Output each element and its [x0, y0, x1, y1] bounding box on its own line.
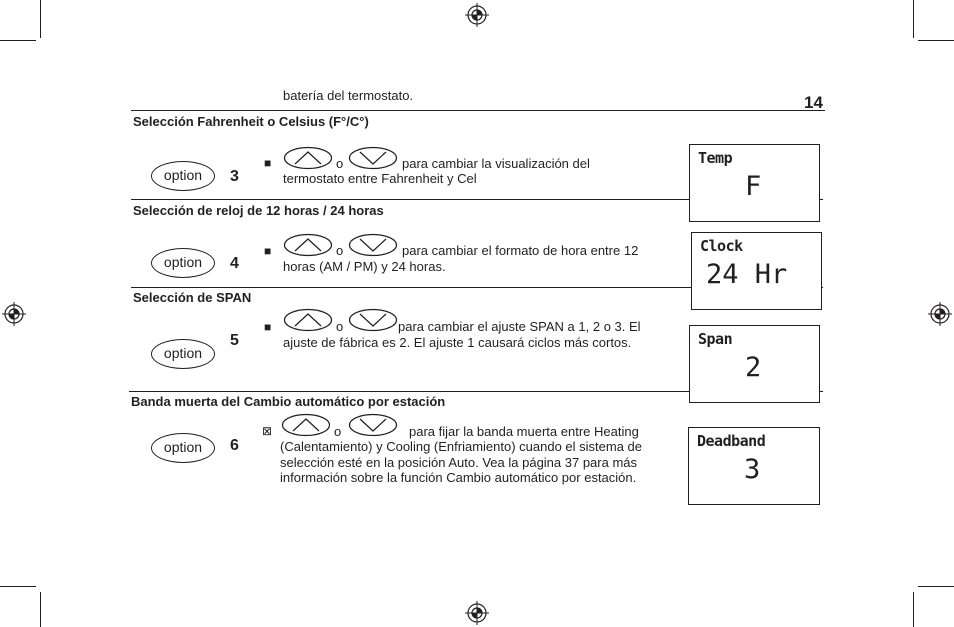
down-arrow-button-icon[interactable]: [348, 308, 398, 332]
crop-mark: [0, 40, 36, 41]
lcd-label: Clock: [700, 237, 743, 255]
lcd-label: Temp: [698, 149, 733, 167]
registration-mark-icon: [465, 3, 489, 27]
up-arrow-button-icon[interactable]: [281, 413, 331, 437]
down-arrow-button-icon[interactable]: [348, 233, 398, 257]
page-number: 14: [804, 93, 823, 112]
step-number: 4: [230, 255, 239, 272]
instruction-text: ajuste de fábrica es 2. El ajuste 1 causará ciclos más cortos.: [283, 335, 632, 350]
section-heading: Selección de reloj de 12 horas / 24 horas: [133, 203, 384, 218]
crop-mark: [40, 0, 41, 38]
down-arrow-button-icon[interactable]: [348, 146, 398, 170]
bullet: ■: [264, 156, 272, 170]
section-heading: Selección de SPAN: [133, 290, 252, 305]
registration-mark-icon: [465, 601, 489, 625]
lcd-value: 3: [744, 454, 761, 485]
or-connector: o: [334, 424, 342, 439]
lcd-display: [688, 427, 820, 505]
instruction-text: para cambiar la visualización del: [402, 156, 590, 171]
option-button[interactable]: option: [151, 433, 215, 463]
down-arrow-button-icon[interactable]: [348, 413, 398, 437]
crop-mark: [918, 586, 954, 587]
step-number: 5: [230, 332, 239, 349]
instruction-text: termostato entre Fahrenheit y Cel: [283, 171, 477, 186]
lcd-value: F: [745, 171, 762, 202]
bullet: ⊠: [262, 424, 273, 438]
crop-mark: [913, 592, 914, 627]
option-button[interactable]: option: [151, 248, 215, 278]
lcd-label: Deadband: [697, 432, 766, 450]
crop-mark: [40, 592, 41, 627]
step-number: 6: [230, 437, 239, 454]
bullet: ■: [264, 320, 272, 334]
section-heading: Banda muerta del Cambio automático por estación: [131, 394, 446, 409]
registration-mark-icon: [2, 302, 26, 326]
crop-mark: [918, 40, 954, 41]
up-arrow-button-icon[interactable]: [283, 233, 333, 257]
instruction-text: para cambiar el ajuste SPAN a 1, 2 o 3. El: [398, 319, 641, 334]
or-connector: o: [336, 243, 344, 258]
or-connector: o: [336, 319, 344, 334]
lcd-value: 2: [745, 352, 762, 383]
instruction-text: para fijar la banda muerta entre Heating: [409, 424, 639, 439]
option-button[interactable]: option: [151, 161, 215, 191]
up-arrow-button-icon[interactable]: [283, 146, 333, 170]
step-number: 3: [230, 168, 239, 185]
lcd-display: [689, 144, 820, 222]
lcd-value: 24 Hr: [706, 259, 788, 290]
crop-mark: [0, 586, 36, 587]
up-arrow-button-icon[interactable]: [283, 308, 333, 332]
option-button[interactable]: option: [151, 339, 215, 369]
section-divider: [131, 110, 825, 111]
instruction-text: para cambiar el formato de hora entre 12: [402, 243, 639, 258]
crop-mark: [913, 0, 914, 38]
bullet: ■: [264, 244, 272, 258]
registration-mark-icon: [928, 302, 952, 326]
lcd-display: [689, 325, 820, 403]
continued-text: batería del termostato.: [283, 88, 414, 103]
lcd-label: Span: [698, 330, 733, 348]
or-connector: o: [336, 156, 344, 171]
lcd-display: [691, 232, 822, 310]
instruction-text: información sobre la función Cambio automático por estación.: [280, 470, 637, 485]
section-heading: Selección Fahrenheit o Celsius (F°/C°): [133, 114, 369, 129]
instruction-text: horas (AM / PM) y 24 horas.: [283, 259, 446, 274]
instruction-text: selección esté en la posición Auto. Vea la página 37 para más: [280, 455, 638, 470]
instruction-text: (Calentamiento) y Cooling (Enfriamiento) cuando el sistema de: [280, 439, 643, 454]
